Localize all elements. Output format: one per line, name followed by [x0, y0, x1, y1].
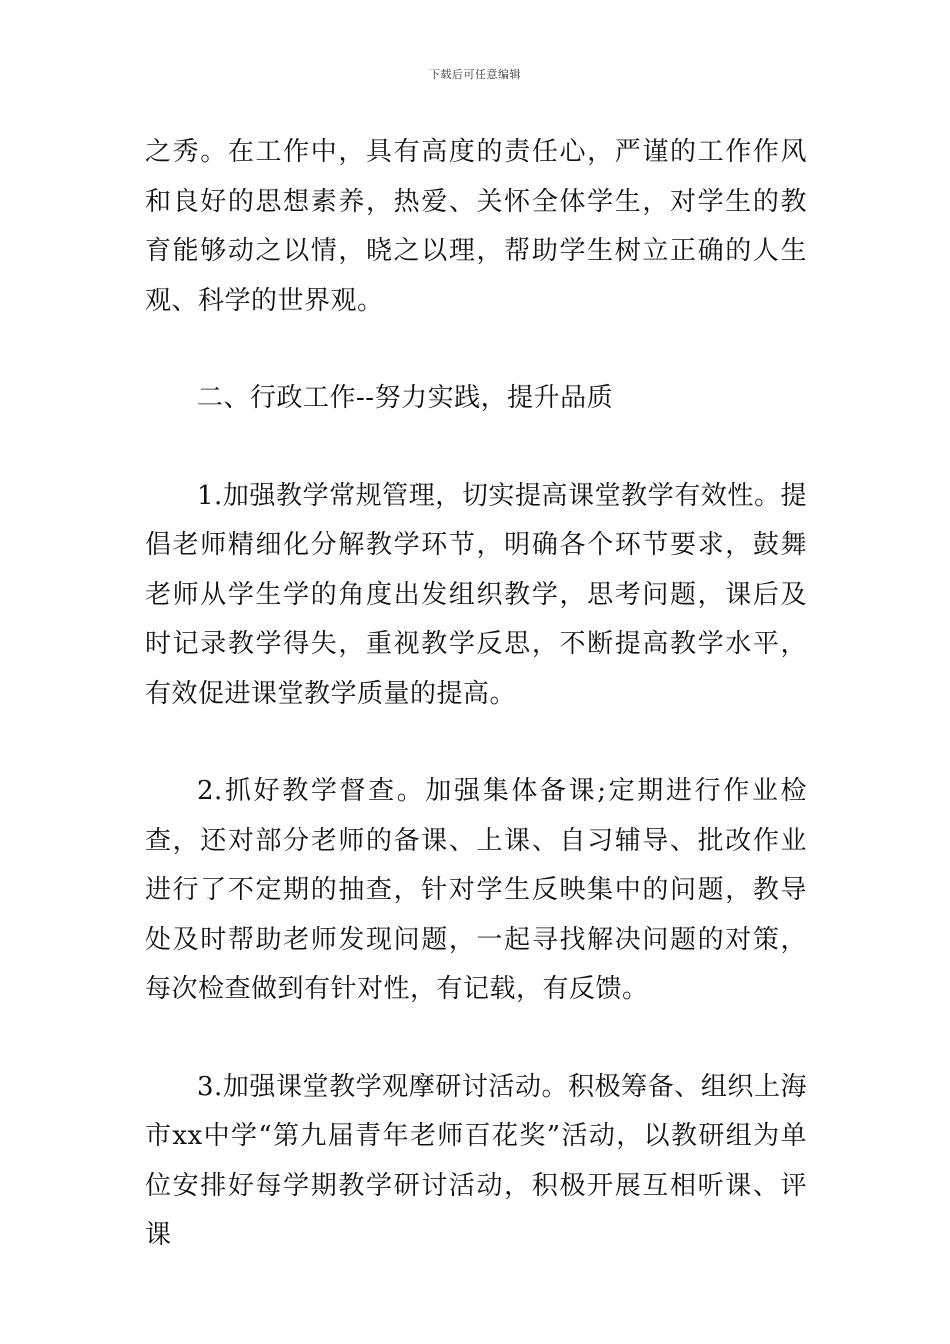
section-heading: 二、行政工作--努力实践，提升品质	[197, 383, 614, 413]
paragraph-item-1: 1.加强教学常规管理，切实提高课堂教学有效性。提倡老师精细化分解教学环节，明确各个环节要求，鼓舞老师从学生学的角度出发组织教学，思考问题，课后及时记录教学得失，重视教学反思，不断提高教学水平，有效促进课堂教学质量的提高。	[145, 480, 807, 709]
paragraph-item-2: 2.抓好教学督查。加强集体备课;定期进行作业检查，还对部分老师的备课、上课、自习辅导、批改作业进行了不定期的抽查，针对学生反映集中的问题，教导处及时帮助老师发现问题，一起寻找解决问题的对策，每次检查做到有针对性，有记载，有反馈。	[145, 776, 807, 1004]
paragraph-gap	[145, 326, 807, 374]
paragraph-continuation: 之秀。在工作中，具有高度的责任心，严谨的工作作风和良好的思想素养，热爱、关怀全体学生，对学生的教育能够动之以情，晓之以理，帮助学生树立正确的人生观、科学的世界观。	[145, 137, 807, 316]
paragraph-gap	[145, 1015, 807, 1063]
paragraph-gap	[145, 719, 807, 767]
document-body	[145, 128, 807, 1261]
page-header-note: 下载后可任意编辑	[429, 68, 521, 81]
paragraph-gap	[145, 424, 807, 472]
paragraph-item-3: 3.加强课堂教学观摩研讨活动。积极筹备、组织上海市xx中学“第九届青年老师百花奖”活动，以教研组为单位安排好每学期教学研讨活动，积极开展互相听课、评课	[145, 1071, 807, 1250]
